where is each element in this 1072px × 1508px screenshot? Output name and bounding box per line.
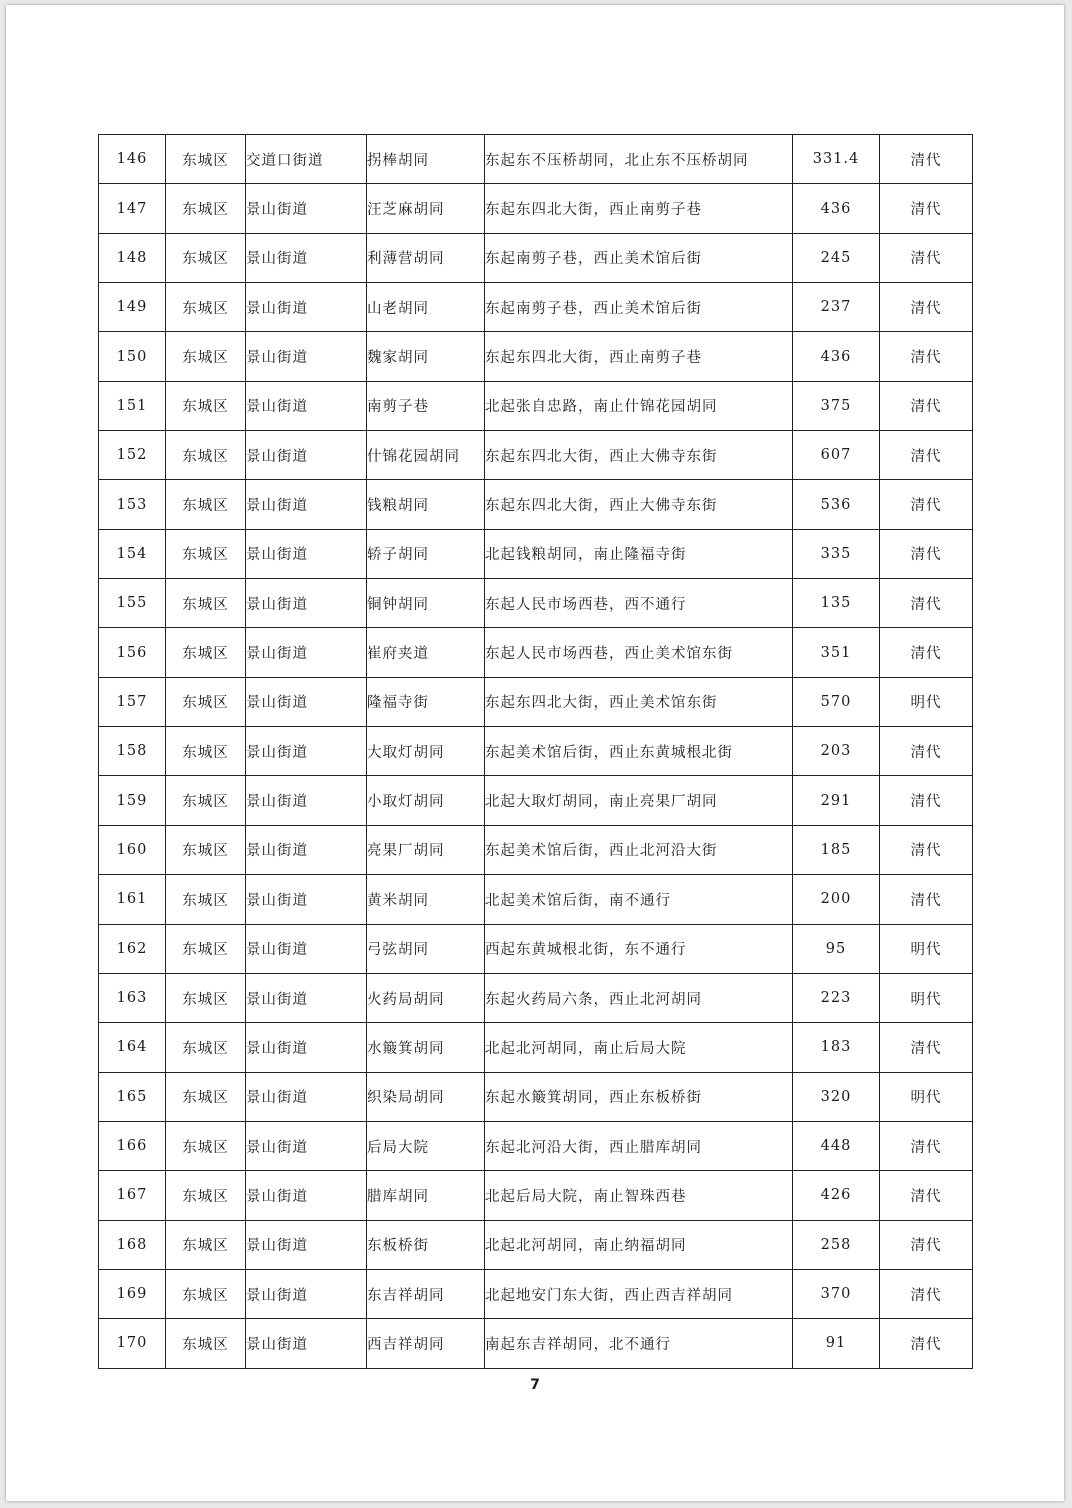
subdistrict-cell: 景山街道 bbox=[246, 283, 367, 332]
row-number-cell: 147 bbox=[99, 184, 166, 233]
extent-description-cell: 北起大取灯胡同，南止亮果厂胡同 bbox=[485, 776, 793, 825]
district-cell: 东城区 bbox=[166, 825, 246, 874]
table-row bbox=[99, 825, 973, 874]
length-cell: 185 bbox=[793, 825, 880, 874]
district-cell: 东城区 bbox=[166, 233, 246, 282]
era-cell: 清代 bbox=[880, 1220, 973, 1269]
length-cell: 237 bbox=[793, 283, 880, 332]
table-row bbox=[99, 283, 973, 332]
extent-description-cell: 东起东四北大街，西止美术馆东街 bbox=[485, 677, 793, 726]
table-row bbox=[99, 480, 973, 529]
row-number-cell: 168 bbox=[99, 1220, 166, 1269]
district-cell: 东城区 bbox=[166, 973, 246, 1022]
era-cell: 清代 bbox=[880, 431, 973, 480]
table-row bbox=[99, 628, 973, 677]
table-row bbox=[99, 135, 973, 184]
length-cell: 245 bbox=[793, 233, 880, 282]
extent-description-cell: 东起东四北大街，西止南剪子巷 bbox=[485, 184, 793, 233]
era-cell: 清代 bbox=[880, 135, 973, 184]
table-row bbox=[99, 1269, 973, 1318]
extent-description-cell: 东起南剪子巷，西止美术馆后街 bbox=[485, 283, 793, 332]
extent-description-cell: 东起东不压桥胡同，北止东不压桥胡同 bbox=[485, 135, 793, 184]
table-row bbox=[99, 579, 973, 628]
district-cell: 东城区 bbox=[166, 283, 246, 332]
subdistrict-cell: 景山街道 bbox=[246, 973, 367, 1022]
length-cell: 135 bbox=[793, 579, 880, 628]
subdistrict-cell: 景山街道 bbox=[246, 579, 367, 628]
era-cell: 清代 bbox=[880, 1171, 973, 1220]
hutong-name-cell: 魏家胡同 bbox=[367, 332, 485, 381]
era-cell: 明代 bbox=[880, 1072, 973, 1121]
era-cell: 清代 bbox=[880, 825, 973, 874]
era-cell: 明代 bbox=[880, 924, 973, 973]
hutong-name-cell: 小取灯胡同 bbox=[367, 776, 485, 825]
hutong-name-cell: 大取灯胡同 bbox=[367, 727, 485, 776]
hutong-name-cell: 钱粮胡同 bbox=[367, 480, 485, 529]
length-cell: 335 bbox=[793, 529, 880, 578]
row-number-cell: 163 bbox=[99, 973, 166, 1022]
era-cell: 清代 bbox=[880, 283, 973, 332]
district-cell: 东城区 bbox=[166, 628, 246, 677]
extent-description-cell: 东起人民市场西巷，西不通行 bbox=[485, 579, 793, 628]
row-number-cell: 166 bbox=[99, 1121, 166, 1170]
subdistrict-cell: 景山街道 bbox=[246, 233, 367, 282]
row-number-cell: 169 bbox=[99, 1269, 166, 1318]
district-cell: 东城区 bbox=[166, 579, 246, 628]
district-cell: 东城区 bbox=[166, 184, 246, 233]
row-number-cell: 162 bbox=[99, 924, 166, 973]
hutong-name-cell: 腊库胡同 bbox=[367, 1171, 485, 1220]
hutong-name-cell: 轿子胡同 bbox=[367, 529, 485, 578]
length-cell: 426 bbox=[793, 1171, 880, 1220]
era-cell: 清代 bbox=[880, 332, 973, 381]
district-cell: 东城区 bbox=[166, 1220, 246, 1269]
document-page bbox=[6, 5, 1064, 1501]
subdistrict-cell: 景山街道 bbox=[246, 1072, 367, 1121]
length-cell: 536 bbox=[793, 480, 880, 529]
length-cell: 200 bbox=[793, 875, 880, 924]
subdistrict-cell: 景山街道 bbox=[246, 875, 367, 924]
district-cell: 东城区 bbox=[166, 135, 246, 184]
length-cell: 203 bbox=[793, 727, 880, 776]
subdistrict-cell: 景山街道 bbox=[246, 628, 367, 677]
table-row bbox=[99, 875, 973, 924]
table-row bbox=[99, 677, 973, 726]
district-cell: 东城区 bbox=[166, 381, 246, 430]
subdistrict-cell: 景山街道 bbox=[246, 825, 367, 874]
subdistrict-cell: 景山街道 bbox=[246, 677, 367, 726]
subdistrict-cell: 景山街道 bbox=[246, 1269, 367, 1318]
subdistrict-cell: 景山街道 bbox=[246, 1220, 367, 1269]
row-number-cell: 154 bbox=[99, 529, 166, 578]
subdistrict-cell: 景山街道 bbox=[246, 776, 367, 825]
extent-description-cell: 东起火药局六条，西止北河胡同 bbox=[485, 973, 793, 1022]
row-number-cell: 156 bbox=[99, 628, 166, 677]
subdistrict-cell: 景山街道 bbox=[246, 529, 367, 578]
era-cell: 清代 bbox=[880, 1121, 973, 1170]
hutong-name-cell: 弓弦胡同 bbox=[367, 924, 485, 973]
extent-description-cell: 西起东黄城根北街，东不通行 bbox=[485, 924, 793, 973]
hutong-name-cell: 隆福寺街 bbox=[367, 677, 485, 726]
row-number-cell: 161 bbox=[99, 875, 166, 924]
length-cell: 320 bbox=[793, 1072, 880, 1121]
extent-description-cell: 北起地安门东大街，西止西吉祥胡同 bbox=[485, 1269, 793, 1318]
district-cell: 东城区 bbox=[166, 431, 246, 480]
extent-description-cell: 东起美术馆后街，西止北河沿大街 bbox=[485, 825, 793, 874]
extent-description-cell: 北起后局大院，南止智珠西巷 bbox=[485, 1171, 793, 1220]
subdistrict-cell: 景山街道 bbox=[246, 184, 367, 233]
hutong-name-cell: 什锦花园胡同 bbox=[367, 431, 485, 480]
subdistrict-cell: 景山街道 bbox=[246, 431, 367, 480]
table-row bbox=[99, 332, 973, 381]
era-cell: 清代 bbox=[880, 1269, 973, 1318]
extent-description-cell: 东起南剪子巷，西止美术馆后街 bbox=[485, 233, 793, 282]
row-number-cell: 155 bbox=[99, 579, 166, 628]
era-cell: 清代 bbox=[880, 1319, 973, 1368]
length-cell: 291 bbox=[793, 776, 880, 825]
row-number-cell: 170 bbox=[99, 1319, 166, 1368]
extent-description-cell: 北起钱粮胡同，南止隆福寺街 bbox=[485, 529, 793, 578]
district-cell: 东城区 bbox=[166, 1121, 246, 1170]
table-row bbox=[99, 431, 973, 480]
table-row bbox=[99, 1121, 973, 1170]
extent-description-cell: 东起美术馆后街，西止东黄城根北街 bbox=[485, 727, 793, 776]
hutong-name-cell: 东板桥街 bbox=[367, 1220, 485, 1269]
subdistrict-cell: 景山街道 bbox=[246, 332, 367, 381]
hutong-name-cell: 火药局胡同 bbox=[367, 973, 485, 1022]
table-row bbox=[99, 1220, 973, 1269]
district-cell: 东城区 bbox=[166, 1072, 246, 1121]
hutong-name-cell: 拐棒胡同 bbox=[367, 135, 485, 184]
subdistrict-cell: 景山街道 bbox=[246, 381, 367, 430]
hutong-name-cell: 织染局胡同 bbox=[367, 1072, 485, 1121]
hutong-table bbox=[98, 134, 973, 1369]
table-row bbox=[99, 1023, 973, 1072]
table-row bbox=[99, 381, 973, 430]
row-number-cell: 153 bbox=[99, 480, 166, 529]
era-cell: 清代 bbox=[880, 529, 973, 578]
length-cell: 448 bbox=[793, 1121, 880, 1170]
era-cell: 清代 bbox=[880, 776, 973, 825]
subdistrict-cell: 景山街道 bbox=[246, 727, 367, 776]
table-row bbox=[99, 1171, 973, 1220]
table-row bbox=[99, 1072, 973, 1121]
era-cell: 清代 bbox=[880, 628, 973, 677]
row-number-cell: 167 bbox=[99, 1171, 166, 1220]
subdistrict-cell: 景山街道 bbox=[246, 480, 367, 529]
hutong-name-cell: 西吉祥胡同 bbox=[367, 1319, 485, 1368]
subdistrict-cell: 景山街道 bbox=[246, 924, 367, 973]
row-number-cell: 150 bbox=[99, 332, 166, 381]
subdistrict-cell: 景山街道 bbox=[246, 1171, 367, 1220]
table-row bbox=[99, 776, 973, 825]
hutong-name-cell: 南剪子巷 bbox=[367, 381, 485, 430]
extent-description-cell: 东起东四北大街，西止大佛寺东街 bbox=[485, 480, 793, 529]
table-row bbox=[99, 529, 973, 578]
subdistrict-cell: 景山街道 bbox=[246, 1319, 367, 1368]
row-number-cell: 164 bbox=[99, 1023, 166, 1072]
table-row bbox=[99, 973, 973, 1022]
row-number-cell: 165 bbox=[99, 1072, 166, 1121]
row-number-cell: 149 bbox=[99, 283, 166, 332]
row-number-cell: 152 bbox=[99, 431, 166, 480]
extent-description-cell: 东起东四北大街，西止大佛寺东街 bbox=[485, 431, 793, 480]
subdistrict-cell: 景山街道 bbox=[246, 1121, 367, 1170]
district-cell: 东城区 bbox=[166, 924, 246, 973]
extent-description-cell: 北起张自忠路，南止什锦花园胡同 bbox=[485, 381, 793, 430]
row-number-cell: 160 bbox=[99, 825, 166, 874]
hutong-name-cell: 后局大院 bbox=[367, 1121, 485, 1170]
table-body bbox=[99, 135, 973, 1369]
era-cell: 清代 bbox=[880, 381, 973, 430]
district-cell: 东城区 bbox=[166, 1171, 246, 1220]
extent-description-cell: 东起北河沿大街，西止腊库胡同 bbox=[485, 1121, 793, 1170]
table-row bbox=[99, 233, 973, 282]
extent-description-cell: 东起东四北大街，西止南剪子巷 bbox=[485, 332, 793, 381]
hutong-name-cell: 汪芝麻胡同 bbox=[367, 184, 485, 233]
length-cell: 331.4 bbox=[793, 135, 880, 184]
hutong-name-cell: 崔府夹道 bbox=[367, 628, 485, 677]
extent-description-cell: 北起美术馆后街，南不通行 bbox=[485, 875, 793, 924]
district-cell: 东城区 bbox=[166, 332, 246, 381]
hutong-name-cell: 东吉祥胡同 bbox=[367, 1269, 485, 1318]
extent-description-cell: 东起人民市场西巷，西止美术馆东街 bbox=[485, 628, 793, 677]
extent-description-cell: 北起北河胡同，南止纳福胡同 bbox=[485, 1220, 793, 1269]
page-number: 7 bbox=[530, 1377, 540, 1393]
district-cell: 东城区 bbox=[166, 727, 246, 776]
length-cell: 607 bbox=[793, 431, 880, 480]
length-cell: 370 bbox=[793, 1269, 880, 1318]
length-cell: 351 bbox=[793, 628, 880, 677]
district-cell: 东城区 bbox=[166, 480, 246, 529]
subdistrict-cell: 交道口街道 bbox=[246, 135, 367, 184]
era-cell: 清代 bbox=[880, 1023, 973, 1072]
extent-description-cell: 北起北河胡同，南止后局大院 bbox=[485, 1023, 793, 1072]
row-number-cell: 157 bbox=[99, 677, 166, 726]
district-cell: 东城区 bbox=[166, 1269, 246, 1318]
row-number-cell: 158 bbox=[99, 727, 166, 776]
hutong-name-cell: 水簸箕胡同 bbox=[367, 1023, 485, 1072]
extent-description-cell: 南起东吉祥胡同，北不通行 bbox=[485, 1319, 793, 1368]
length-cell: 183 bbox=[793, 1023, 880, 1072]
row-number-cell: 151 bbox=[99, 381, 166, 430]
length-cell: 436 bbox=[793, 332, 880, 381]
length-cell: 223 bbox=[793, 973, 880, 1022]
table-row bbox=[99, 924, 973, 973]
district-cell: 东城区 bbox=[166, 1319, 246, 1368]
length-cell: 91 bbox=[793, 1319, 880, 1368]
era-cell: 清代 bbox=[880, 480, 973, 529]
length-cell: 436 bbox=[793, 184, 880, 233]
hutong-name-cell: 山老胡同 bbox=[367, 283, 485, 332]
length-cell: 95 bbox=[793, 924, 880, 973]
table-row bbox=[99, 184, 973, 233]
era-cell: 清代 bbox=[880, 875, 973, 924]
district-cell: 东城区 bbox=[166, 1023, 246, 1072]
table-row bbox=[99, 727, 973, 776]
era-cell: 清代 bbox=[880, 184, 973, 233]
subdistrict-cell: 景山街道 bbox=[246, 1023, 367, 1072]
district-cell: 东城区 bbox=[166, 776, 246, 825]
era-cell: 清代 bbox=[880, 233, 973, 282]
row-number-cell: 148 bbox=[99, 233, 166, 282]
hutong-name-cell: 铜钟胡同 bbox=[367, 579, 485, 628]
extent-description-cell: 东起水簸箕胡同，西止东板桥街 bbox=[485, 1072, 793, 1121]
district-cell: 东城区 bbox=[166, 529, 246, 578]
length-cell: 375 bbox=[793, 381, 880, 430]
era-cell: 明代 bbox=[880, 677, 973, 726]
district-cell: 东城区 bbox=[166, 875, 246, 924]
length-cell: 258 bbox=[793, 1220, 880, 1269]
era-cell: 明代 bbox=[880, 973, 973, 1022]
length-cell: 570 bbox=[793, 677, 880, 726]
district-cell: 东城区 bbox=[166, 677, 246, 726]
era-cell: 清代 bbox=[880, 727, 973, 776]
row-number-cell: 146 bbox=[99, 135, 166, 184]
hutong-name-cell: 黄米胡同 bbox=[367, 875, 485, 924]
row-number-cell: 159 bbox=[99, 776, 166, 825]
hutong-name-cell: 亮果厂胡同 bbox=[367, 825, 485, 874]
hutong-name-cell: 利薄营胡同 bbox=[367, 233, 485, 282]
era-cell: 清代 bbox=[880, 579, 973, 628]
table-row bbox=[99, 1319, 973, 1368]
